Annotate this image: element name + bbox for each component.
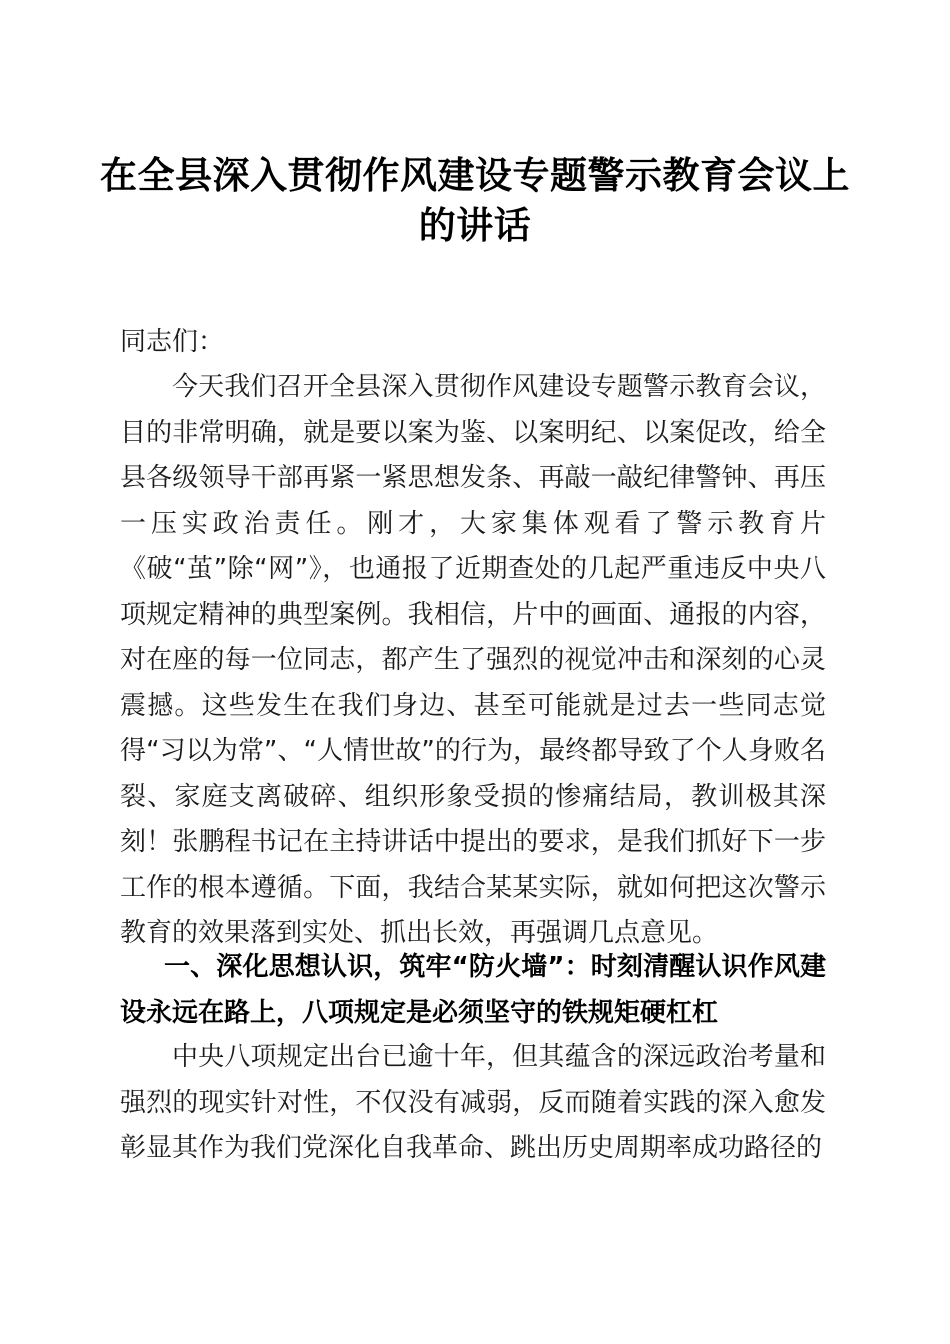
- paragraph-opening: 今天我们召开全县深入贯彻作风建设专题警示教育会议，目的非常明确，就是要以案为鉴、以案明纪、以案促改，给全县各级领导干部再紧一紧思想发条、再敲一敲纪律警钟、再压一压实政治责任。刚才，大家集体观看了警示教育片《破“茧”除“网”》，也通报了近期查处的几起严重违反中央八项规定精神的典型案例。我相信，片中的画面、通报的内容，对在座的每一位同志，都产生了强烈的视觉冲击和深刻的心灵震撼。这些发生在我们身边、甚至可能就是过去一些同志觉得“习以为常”、“人情世故”的行为，最终都导致了个人身败名裂、家庭支离破碎、组织形象受损的惨痛结局，教训极其深刻！张鹏程书记在主持讲话中提出的要求，是我们抓好下一步工作的根本遵循。下面，我结合某某实际，就如何把这次警示教育的效果落到实处、抓出长效，再强调几点意见。: [120, 372, 826, 948]
- salutation: 同志们：: [120, 327, 225, 357]
- paragraph-section-1: 中央八项规定出台已逾十年，但其蕴含的深远政治考量和强烈的现实针对性，不仅没有减弱，反而随着实践的深入愈发彰显其作为我们党深化自我革命、跳出历史周期率成功路径的: [120, 1042, 826, 1163]
- document-title: 在全县深入贯彻作风建设专题警示教育会议上的讲话: [100, 153, 850, 247]
- section-heading-1: 一、深化思想认识，筑牢“防火墙”：时刻清醒认识作风建设永远在路上，八项规定是必须坚守的铁规矩硬杠杠: [120, 952, 826, 1028]
